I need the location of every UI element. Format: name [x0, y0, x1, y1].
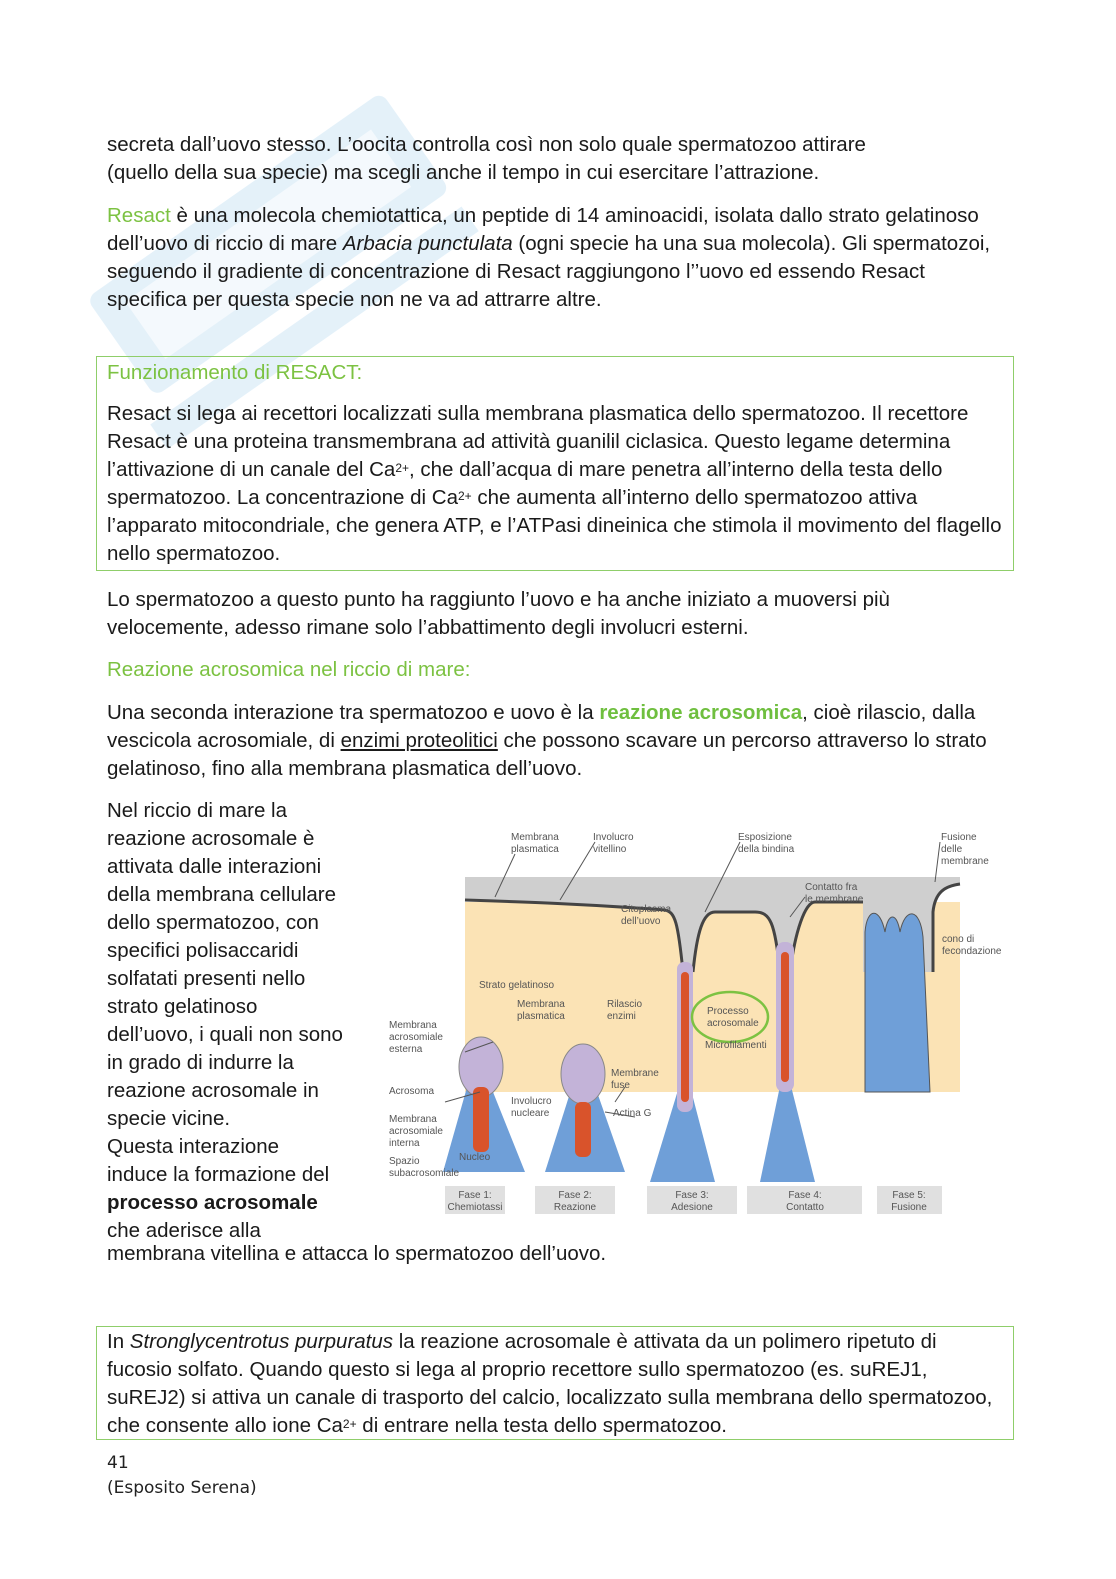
- resact-function-text: [107, 400, 1003, 568]
- box1-text-c: che aumenta all’interno dello spermatozoo attiva l’apparato mitocondriale, che genera ATP, e l’ATPasi dineinica che stimola il movimento del flagello nello spermatozoo.: [107, 486, 1002, 565]
- box1-text-a: Resact si lega ai recettori localizzati sulla membrana plasmatica dello spermatozoo. Il recettore Resact è una proteina transmembrana ad attività guanilil ciclasica. Questo legame determina l’attivazione di un canale del Ca: [107, 402, 969, 481]
- p5-line: induce la formazione del: [107, 1163, 330, 1186]
- strongylocentrotus-box: [96, 1326, 1014, 1440]
- resact-term: Resact: [107, 204, 171, 227]
- box2-text-a: In: [107, 1330, 130, 1353]
- phase-5-label: Fase 5:: [892, 1190, 926, 1201]
- label-rilascio-2: enzimi: [607, 1011, 636, 1022]
- label-membrana-plasmatica: Membrana: [511, 832, 559, 843]
- intro-line-1: secreta dall’uovo stesso. L’oocita controlla così non solo quale spermatozoo attirare: [107, 133, 866, 156]
- label-spazio: Spazio: [389, 1156, 420, 1167]
- label-contatto: Contatto fra: [805, 882, 858, 893]
- label-cono-2: fecondazione: [942, 946, 1002, 957]
- p5-line: della membrana cellulare: [107, 883, 337, 906]
- label-contatto-2: le membrane: [805, 894, 864, 905]
- svg-text:Fase 3:Adesione: [671, 1190, 713, 1213]
- label-mai: Membrana: [389, 1114, 437, 1125]
- page-number: 41: [107, 1453, 129, 1473]
- p5-line: che aderisce alla: [107, 1219, 261, 1242]
- svg-text:Involucronucleare: [511, 1096, 552, 1119]
- label-citoplasma-2: dell’uovo: [621, 916, 661, 927]
- phase-3-label: Fase 3:: [675, 1190, 709, 1201]
- label-membrana-plasmatica-b2: plasmatica: [517, 1011, 565, 1022]
- label-mae-3: esterna: [389, 1044, 423, 1055]
- label-involucro-nucleare: Involucro: [511, 1096, 552, 1107]
- phase-4-name: Contatto: [786, 1202, 824, 1213]
- resact-function-box: [96, 356, 1014, 571]
- resact-paragraph: [107, 202, 1007, 314]
- strongylocentrotus-text: [107, 1328, 1003, 1440]
- acrosomal-reaction-heading: Reazione acrosomica nel riccio di mare:: [107, 658, 471, 681]
- p5-last-line: membrana vitellina e attacca lo spermatozoo dell’uovo.: [107, 1242, 607, 1265]
- label-citoplasma: Citoplasma: [621, 904, 672, 915]
- resact-text-a: è una molecola chemiotattica, un peptide di 14 aminoacidi, isolata dallo strato gelatinoso dell’uovo di riccio di mare: [107, 204, 979, 255]
- svg-text:Membranaacrosomialeinterna: [389, 1114, 443, 1149]
- label-processo: Processo: [707, 1006, 749, 1017]
- para4-text-c: che possono scavare un percorso attraverso lo strato gelatinoso, fino alla membrana plasmatica dell’uovo.: [107, 729, 987, 780]
- label-spazio-2: subacrosomiale: [389, 1168, 460, 1179]
- sperm-reached-paragraph: Lo spermatozoo a questo punto ha raggiunto l’uovo e ha anche iniziato a muoversi più velocemente, adesso rimane solo l’abbattimento degli involucri esterni.: [107, 588, 890, 639]
- svg-text:Fase 2:Reazione: [554, 1190, 597, 1213]
- resact-text-b: (ogni specie ha una sua molecola). Gli spermatozoi, seguendo il gradiente di concentrazione di Resact raggiungono l’’uovo ed essendo Resact specifica per questa specie non ne va ad attrarre altre.: [107, 232, 991, 311]
- label-mai-3: interna: [389, 1138, 420, 1149]
- box2-text-b: la reazione acrosomale è attivata da un polimero ripetuto di fucosio solfato. Quando questo si lega al proprio recettore sullo spermatozoo (es. suREJ1, suREJ2) si attiva un canale di trasporto del calcio, localizzato sulla membrana dello spermatozoo, che consente allo ione Ca: [107, 1330, 993, 1437]
- enzymes-underlined: enzimi proteolitici: [340, 729, 498, 752]
- para4-text-b: , cioè rilascio, dalla vescicola acrosomiale, di: [107, 701, 976, 752]
- species-strongylocentrotus: Stronglycentrotus purpuratus: [129, 1330, 394, 1353]
- intro-paragraph: [107, 131, 1007, 187]
- phase-labels: [445, 1186, 942, 1214]
- label-actina-g: Actina G: [613, 1108, 652, 1119]
- acrosomal-process-bold: processo acrosomale: [107, 1191, 318, 1214]
- phase-3-name: Adesione: [671, 1202, 713, 1213]
- label-membrana-plasmatica-b: Membrana: [517, 999, 565, 1010]
- p5-line: specifici polisaccaridi: [107, 939, 299, 962]
- p5-line: attivata dalle interazioni: [107, 855, 322, 878]
- acrosomal-term: reazione acrosomica: [599, 701, 803, 724]
- svg-text:Membranaacrosomialeesterna: [389, 1020, 443, 1055]
- p5-line: dello spermatozoo, con: [107, 911, 319, 934]
- acrosomal-paragraph: [107, 699, 1007, 783]
- box2-text-c: di entrare nella testa dello spermatozoo.: [356, 1414, 727, 1437]
- author-footer: (Esposito Serena): [107, 1478, 257, 1498]
- phase-1-name: Chemiotassi: [447, 1202, 503, 1213]
- resact-function-heading: Funzionamento di RESACT:: [107, 361, 363, 384]
- label-fusione-3: membrane: [941, 856, 989, 867]
- label-esposizione-2: della bindina: [738, 844, 795, 855]
- phase-2-name: Reazione: [553, 1202, 597, 1213]
- label-nucleo: Nucleo: [459, 1152, 491, 1163]
- label-cono: cono di: [942, 934, 975, 945]
- sperm-phase-5: [865, 913, 930, 1092]
- box2-sup: 2+: [342, 1417, 357, 1431]
- label-rilascio: Rilascio: [607, 999, 643, 1010]
- svg-text:Membranaplasmatica: [517, 999, 565, 1022]
- box1-sup-1: 2+: [395, 461, 410, 475]
- p5-line: specie vicine.: [107, 1107, 231, 1130]
- svg-text:Involucrovitellino: [593, 832, 634, 855]
- intro-line-2: (quello della sua specie) ma scegli anche il tempo in cui esercitare l’attrazione.: [107, 161, 820, 184]
- svg-text:cono difecondazione: [942, 934, 1002, 957]
- para4-text-a: Una seconda interazione tra spermatozoo e uovo è la: [107, 701, 600, 724]
- label-esposizione: Esposizione: [738, 832, 792, 843]
- p5-line: reazione acrosomale in: [107, 1079, 319, 1102]
- label-membrane-fuse-2: fuse: [611, 1080, 630, 1091]
- box1-text-b: , che dall’acqua di mare penetra all’interno della testa dello spermatozoo. La concentrazione di Ca: [107, 458, 943, 509]
- svg-text:Fase 4:Contatto: [786, 1190, 824, 1213]
- phase-4-label: Fase 4:: [788, 1190, 822, 1201]
- label-fusione: Fusione: [941, 832, 977, 843]
- svg-text:Esposizionedella bindina: [738, 832, 795, 855]
- svg-text:Fase 5:Fusione: [891, 1190, 927, 1213]
- label-mai-2: acrosomiale: [389, 1126, 443, 1137]
- phase-1-label: Fase 1:: [458, 1190, 492, 1201]
- label-fusione-2: delle: [941, 844, 963, 855]
- phase-5-name: Fusione: [891, 1202, 927, 1213]
- p5-line: dell’uovo, i quali non sono: [107, 1023, 343, 1046]
- label-strato-gelatinoso: Strato gelatinoso: [479, 980, 555, 991]
- label-membrane-fuse: Membrane: [611, 1068, 659, 1079]
- phase-2-label: Fase 2:: [558, 1190, 592, 1201]
- p5-line: solfatati presenti nello: [107, 967, 306, 990]
- label-mae: Membrana: [389, 1020, 437, 1031]
- label-acrosoma: Acrosoma: [389, 1086, 435, 1097]
- label-involucro-nucleare-2: nucleare: [511, 1108, 550, 1119]
- p5-line: reazione acrosomale è: [107, 827, 315, 850]
- label-involucro-vitellino: Involucro: [593, 832, 634, 843]
- box1-sup-2: 2+: [457, 489, 472, 503]
- svg-text:Membranaplasmatica: [511, 832, 559, 855]
- svg-text:Contatto frale membrane: [805, 882, 864, 905]
- svg-text:Fusionedellemembrane: [941, 832, 989, 867]
- p5-line: Nel riccio di mare la: [107, 799, 287, 822]
- species-arbacia: Arbacia punctulata: [342, 232, 513, 255]
- label-involucro-vitellino-2: vitellino: [593, 844, 627, 855]
- acrosomal-reaction-figure: [385, 812, 1010, 1227]
- label-membrana-plasmatica-2: plasmatica: [511, 844, 559, 855]
- label-microfilamenti: Microfilamenti: [705, 1040, 767, 1051]
- sea-urchin-paragraph: [107, 797, 387, 1245]
- label-processo-2: acrosomale: [707, 1018, 759, 1029]
- label-mae-2: acrosomiale: [389, 1032, 443, 1043]
- p5-line: strato gelatinoso: [107, 995, 258, 1018]
- p5-line: in grado di indurre la: [107, 1051, 294, 1074]
- p5-line: Questa interazione: [107, 1135, 280, 1158]
